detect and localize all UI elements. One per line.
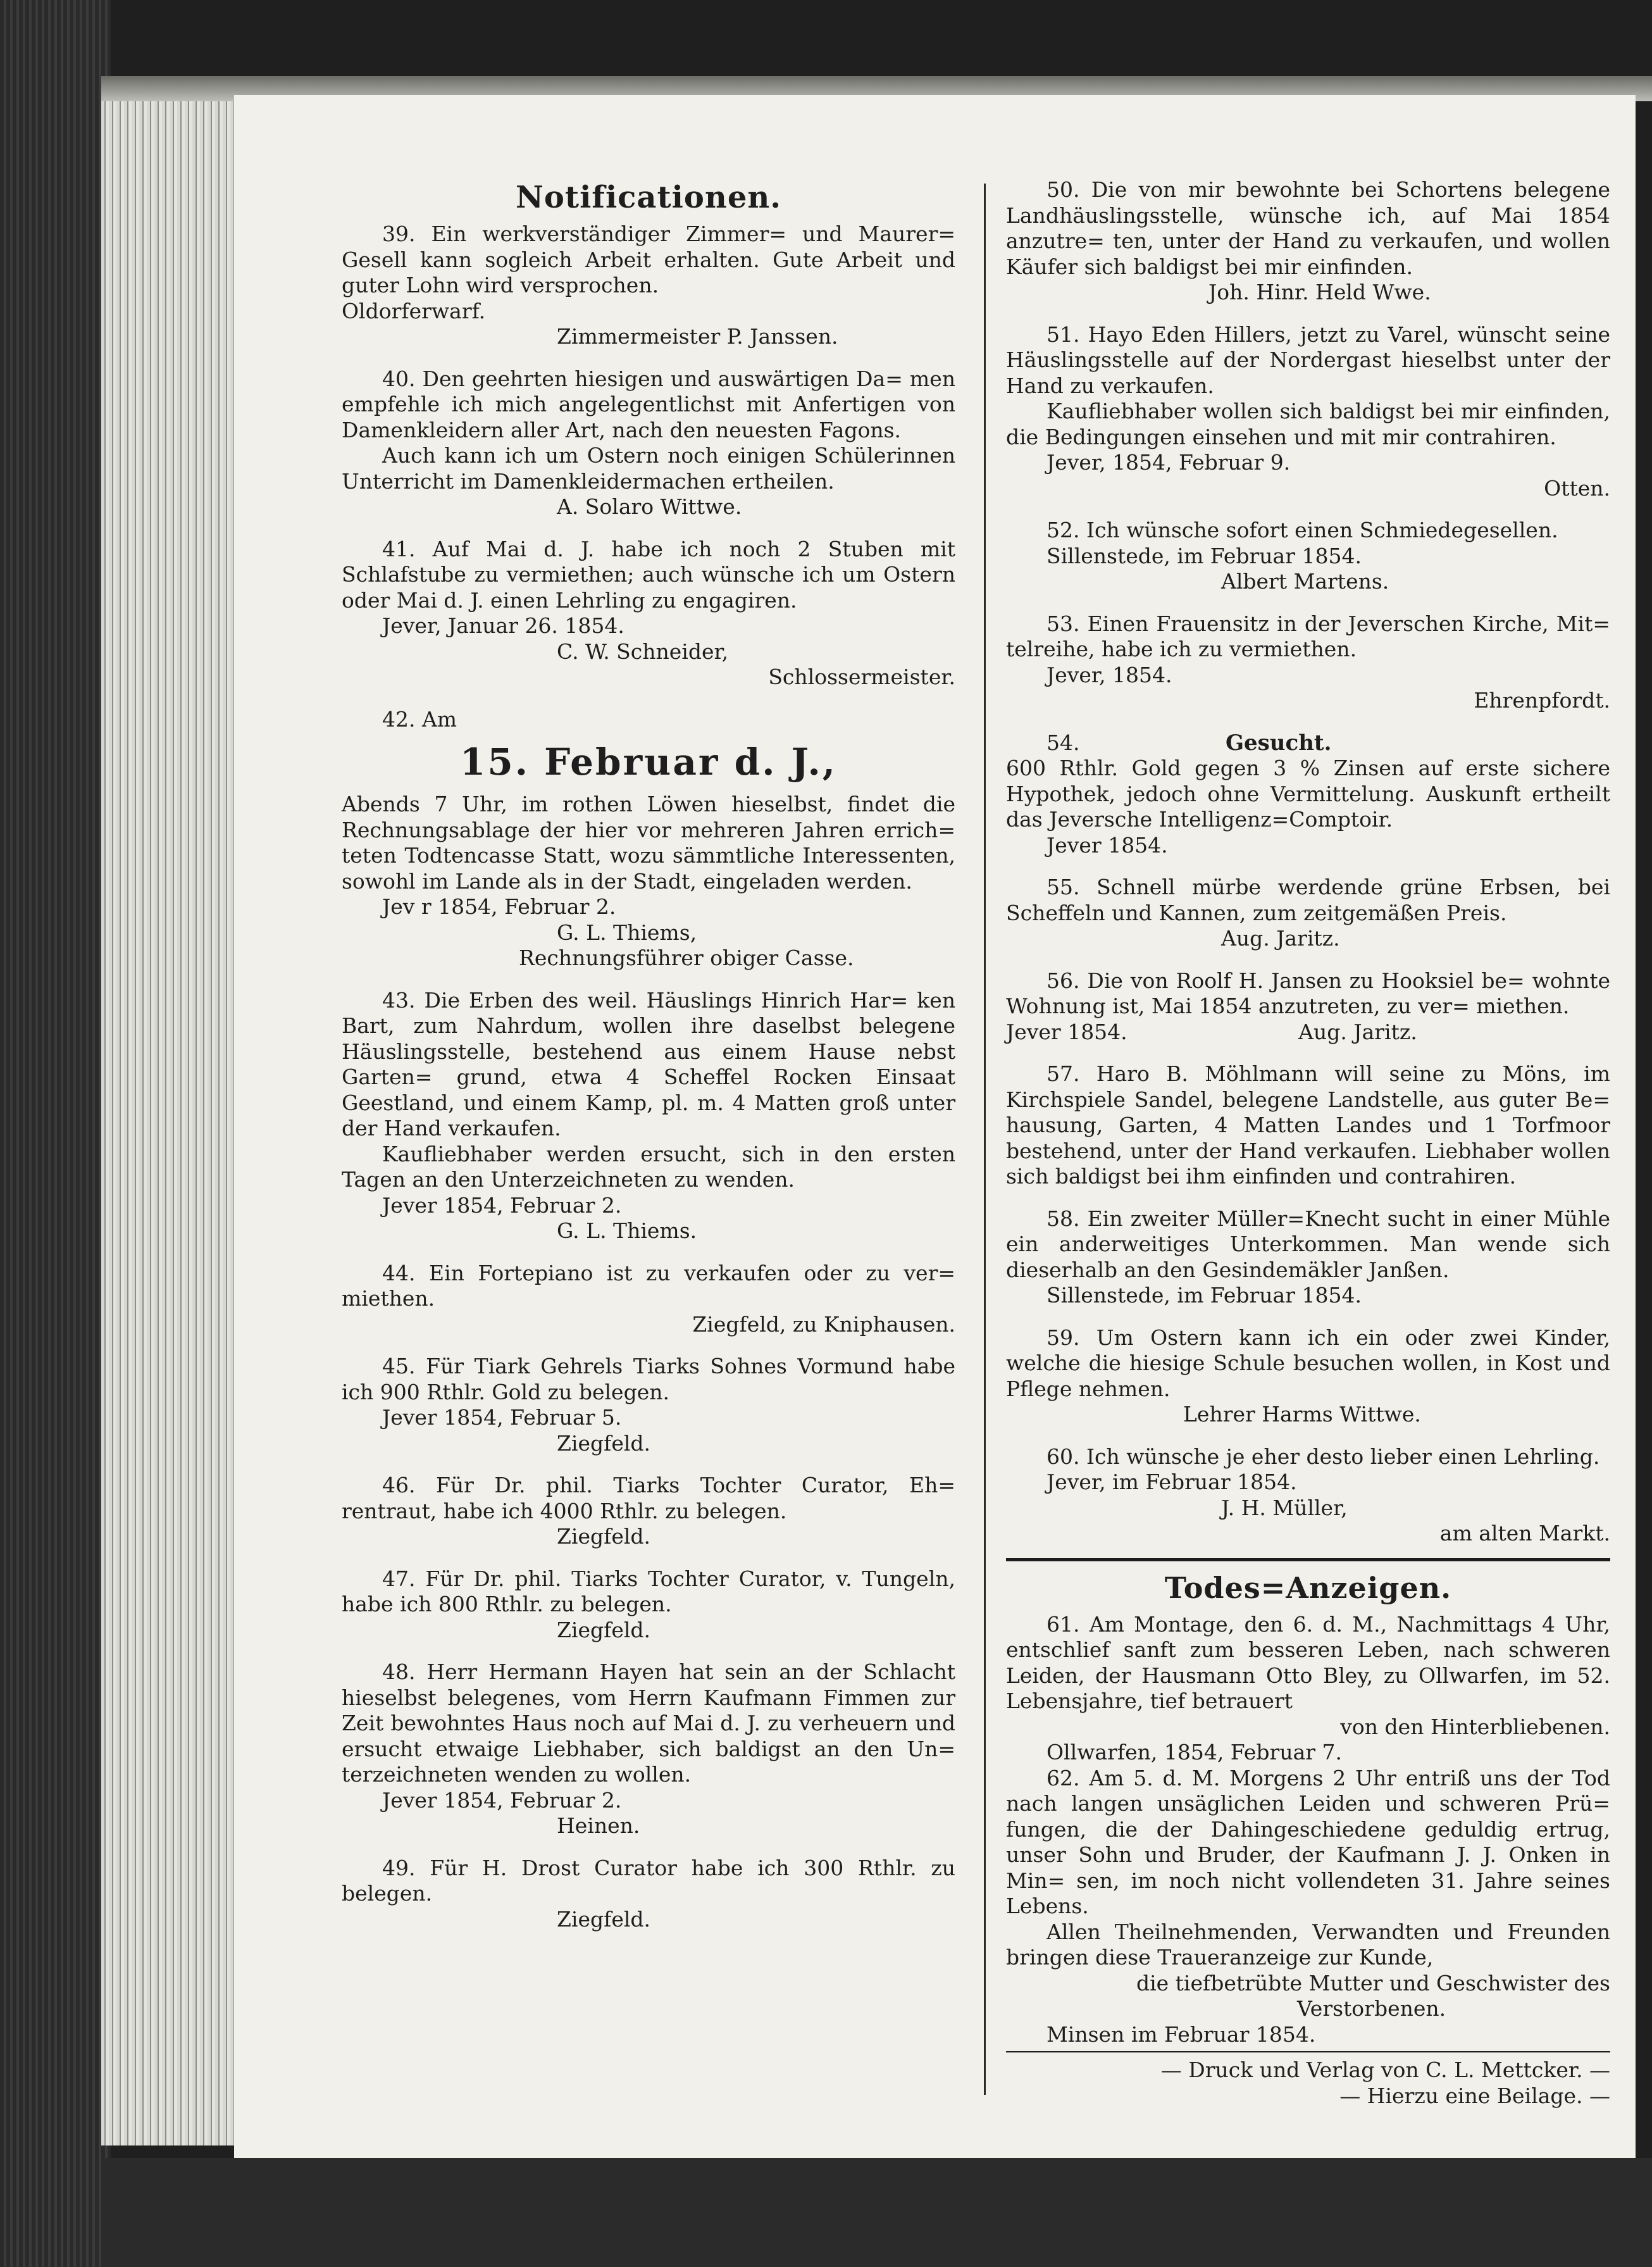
notice-59-signature: Lehrer Harms Wittwe. (1183, 1402, 1421, 1427)
printer-imprint: — Druck und Verlag von C. L. Mettcker. — (1160, 2058, 1610, 2082)
notice-58-place: Sillenstede, im Februar 1854. (1046, 1283, 1362, 1308)
notice-40-cont: Auch kann ich um Ostern noch einigen Schülerinnen Unterricht im Damenkleidermachen ertheilen. (342, 443, 955, 494)
notice-54-place: Jever 1854. (1046, 832, 1168, 858)
notice-58: 58. Ein zweiter Müller=Knecht sucht in einer Mühle ein anderweitiges Unterkommen. Man wende sich dieserhalb an den Gesindemäkler Janßen. (1006, 1206, 1610, 1282)
notice-53-signature: Ehrenpfordt. (1474, 688, 1610, 713)
notice-43-cont: Kaufliebhaber werden ersucht, sich in den ersten Tagen an den Unterzeichneten zu wenden. (342, 1141, 955, 1192)
notice-51-place: Jever, 1854, Februar 9. (1046, 450, 1291, 475)
notice-55: 55. Schnell mürbe werdende grüne Erbsen, bei Scheffeln und Kannen, zum zeitgemäßen Preis. (1006, 875, 1610, 925)
right-column (1006, 177, 1610, 2109)
column-divider (984, 184, 986, 2095)
notice-51-signature: Otten. (1544, 475, 1610, 501)
notice-49: 49. Für H. Drost Curator habe ich 300 Rthlr. zu belegen. (342, 1855, 955, 1906)
notice-44-signature: Ziegfeld, zu Kniphausen. (692, 1311, 955, 1337)
notice-48-place: Jever 1854, Februar 2. (382, 1787, 622, 1813)
notice-52-signature: Albert Martens. (1221, 569, 1389, 594)
notice-62-cont: Allen Theilnehmenden, Verwandten und Freunden bringen diese Traueranzeige zur Kunde, (1006, 1919, 1610, 1970)
notice-56-place: Jever 1854. (1006, 1019, 1127, 1044)
notice-48-signature: Heinen. (557, 1813, 640, 1838)
notice-60-signature-address: am alten Markt. (1439, 1521, 1610, 1546)
notice-43-signature: G. L. Thiems. (557, 1218, 697, 1243)
notice-55-signature: Aug. Jaritz. (1221, 926, 1340, 951)
notice-43: 43. Die Erben des weil. Häuslings Hinrich Har= ken Bart, zum Nahrdum, wollen ihre daselbst belegene Häuslingsstelle, bestehend aus einem Hause nebst Garten= grund, etwa 4 Scheffel Rocken Einsaat Geestland, und einem Kamp, pl. m. 4 Matten groß unter der Hand verkaufen. (342, 987, 955, 1140)
notice-62-signature-cont: Verstorbenen. (1297, 1996, 1446, 2021)
page-bottom-background (101, 2158, 1652, 2267)
notice-52-place: Sillenstede, im Februar 1854. (1046, 543, 1362, 568)
notice-45-signature: Ziegfeld. (557, 1430, 651, 1456)
notice-42-signature: G. L. Thiems, (557, 920, 697, 945)
notice-48: 48. Herr Hermann Hayen hat sein an der Schlacht hieselbst belegenes, vom Herrn Kaufmann Fimmen zur Zeit bewohntes Haus noch auf Mai d. J. zu verheuern und ersucht etwaige Liebhaber, sich baldigst an den Un= terzeichneten wenden zu wollen. (342, 1659, 955, 1787)
notice-42-lead: 42. Am (382, 706, 457, 732)
notice-41-signature-title: Schlossermeister. (768, 665, 955, 689)
notice-61: 61. Am Montage, den 6. d. M., Nachmittags 4 Uhr, entschlief sanft zum besseren Leben, nach schweren Leiden, der Hausmann Otto Bley, zu Ollwarfen, im 52. Lebensjahre, tief betrauert (1006, 1611, 1610, 1713)
notice-47: 47. Für Dr. phil. Tiarks Tochter Curator, v. Tungeln, habe ich 800 Rthlr. zu belegen. (342, 1566, 955, 1616)
notice-50-signature: Joh. Hinr. Held Wwe. (1208, 280, 1431, 304)
notice-44: 44. Ein Fortepiano ist zu verkaufen oder zu ver= miethen. (342, 1260, 955, 1311)
notice-46: 46. Für Dr. phil. Tiarks Tochter Curator, Eh= rentraut, habe ich 4000 Rthlr. zu belegen. (342, 1473, 955, 1523)
notice-46-signature: Ziegfeld. (557, 1524, 651, 1549)
notice-61-place: Ollwarfen, 1854, Februar 7. (1046, 1740, 1342, 1764)
notice-51-cont: Kaufliebhaber wollen sich baldigst bei mir einfinden, die Bedingungen einsehen und mit mir contrahiren. (1006, 399, 1610, 449)
notice-54: 600 Rthlr. Gold gegen 3 % Zinsen auf erste sichere Hypothek, jedoch ohne Vermittelung. Auskunft ertheilt das Jeversche Intelligenz=Comptoir. (1006, 756, 1610, 832)
section-rule-top (1006, 1558, 1610, 1561)
notice-42-signature-title: Rechnungsführer obiger Casse. (519, 946, 854, 970)
section-heading-notifications: Notificationen. (516, 180, 781, 215)
notice-62: 62. Am 5. d. M. Morgens 2 Uhr entriß uns der Tod nach langen unsäglichen Leiden und schweren Prü= fungen, die der Dahingeschiedene geduldig ertrug, unser Sohn und Bruder, der Kaufmann J. J. Onken in Min= sen, im noch nicht vollendeten 31. Jahre seines Lebens. (1006, 1765, 1610, 1918)
notice-40-signature: A. Solaro Wittwe. (557, 494, 742, 519)
notice-56-place-line (1006, 1020, 1610, 1046)
notice-50: 50. Die von mir bewohnte bei Schortens belegene Landhäuslingsstelle, wünsche ich, auf Mai 1854 anzutre= ten, unter der Hand zu verkaufen, und wollen Käufer sich baldigst bei mir einfinden. (1006, 177, 1610, 279)
notice-51: 51. Hayo Eden Hillers, jetzt zu Varel, wünscht seine Häuslingsstelle auf der Nordergast hieselbst unter der Hand zu verkaufen. (1006, 322, 1610, 398)
notice-61-signature: von den Hinterbliebenen. (1340, 1714, 1610, 1739)
footer-rule (1006, 2051, 1610, 2052)
notice-53: 53. Einen Frauensitz in der Jeverschen Kirche, Mit= telreihe, habe ich zu vermiethen. (1006, 611, 1610, 661)
page-edges (101, 95, 234, 2145)
notice-62-place: Minsen im Februar 1854. (1046, 2021, 1316, 2047)
left-column (342, 177, 955, 1932)
notice-42: Abends 7 Uhr, im rothen Löwen hieselbst, findet die Rechnungsablage der hier vor mehreren Jahren errich= teten Todtencasse Statt, wozu sämmtliche Interessenten, sowohl im Lande als in der Stadt, eingeladen werden. (342, 792, 955, 894)
notice-41-place: Jever, Januar 26. 1854. (382, 613, 624, 638)
notice-45: 45. Für Tiark Gehrels Tiarks Sohnes Vormund habe ich 900 Rthlr. Gold zu belegen. (342, 1354, 955, 1404)
notice-62-signature: die tiefbetrübte Mutter und Geschwister des (1136, 1970, 1610, 1995)
section-heading-death-notices: Todes=Anzeigen. (1164, 1570, 1452, 1605)
notice-39-place: Oldorferwarf. (342, 298, 486, 323)
notice-54-heading: Gesucht. (1225, 730, 1332, 756)
notice-40: 40. Den geehrten hiesigen und auswärtigen Da= men empfehle ich mich angelegentlichst mit Anfertigen von Damenkleidern aller Art, nach den neuesten Fagons. (342, 366, 955, 442)
notice-47-signature: Ziegfeld. (557, 1617, 651, 1642)
notice-60: 60. Ich wünsche je eher desto lieber einen Lehrling. (1046, 1444, 1600, 1469)
notice-42-date: 15. Februar d. J., (460, 740, 837, 784)
supplement-note: — Hierzu eine Beilage. — (1339, 2083, 1610, 2108)
notice-60-place: Jever, im Februar 1854. (1046, 1470, 1297, 1494)
notice-42-place: Jev r 1854, Februar 2. (382, 894, 616, 919)
notice-60-signature: J. H. Müller, (1221, 1495, 1348, 1520)
book-binding (0, 0, 111, 2267)
notice-54-header (1006, 730, 1610, 756)
notice-56-signature: Aug. Jaritz. (1298, 1019, 1417, 1044)
notice-49-signature: Ziegfeld. (557, 1906, 651, 1932)
notice-59: 59. Um Ostern kann ich ein oder zwei Kinder, welche die hiesige Schule besuchen wollen, in Kost und Pflege nehmen. (1006, 1325, 1610, 1401)
notice-45-place: Jever 1854, Februar 5. (382, 1405, 622, 1430)
notice-57: 57. Haro B. Möhlmann will seine zu Möns, im Kirchspiele Sandel, belegene Landstelle, aus guter Be= hausung, Garten, 4 Matten Landes und 1 Torfmoor bestehend, unter der Hand verkaufen. Liebhaber wollen sich baldigst bei ihm einfinden und contrahiren. (1006, 1061, 1610, 1189)
notice-53-place: Jever, 1854. (1046, 662, 1172, 687)
notice-39-signature: Zimmermeister P. Janssen. (557, 324, 838, 349)
notice-41: 41. Auf Mai d. J. habe ich noch 2 Stuben mit Schlafstube zu vermiethen; auch wünsche ich um Ostern oder Mai d. J. einen Lehrling zu engagiren. (342, 536, 955, 613)
notice-52: 52. Ich wünsche sofort einen Schmiedegesellen. (1046, 518, 1558, 542)
notice-41-signature: C. W. Schneider, (557, 639, 729, 664)
notice-56: 56. Die von Roolf H. Jansen zu Hooksiel be= wohnte Wohnung ist, Mai 1854 anzutreten, zu ver= miethen. (1006, 968, 1610, 1018)
notice-43-place: Jever 1854, Februar 2. (382, 1192, 622, 1218)
notice-54-number: 54. (1046, 730, 1080, 755)
newspaper-page (234, 95, 1636, 2158)
notice-39: 39. Ein werkverständiger Zimmer= und Maurer= Gesell kann sogleich Arbeit erhalten. Gute Arbeit und guter Lohn wird versprochen. (342, 222, 955, 297)
